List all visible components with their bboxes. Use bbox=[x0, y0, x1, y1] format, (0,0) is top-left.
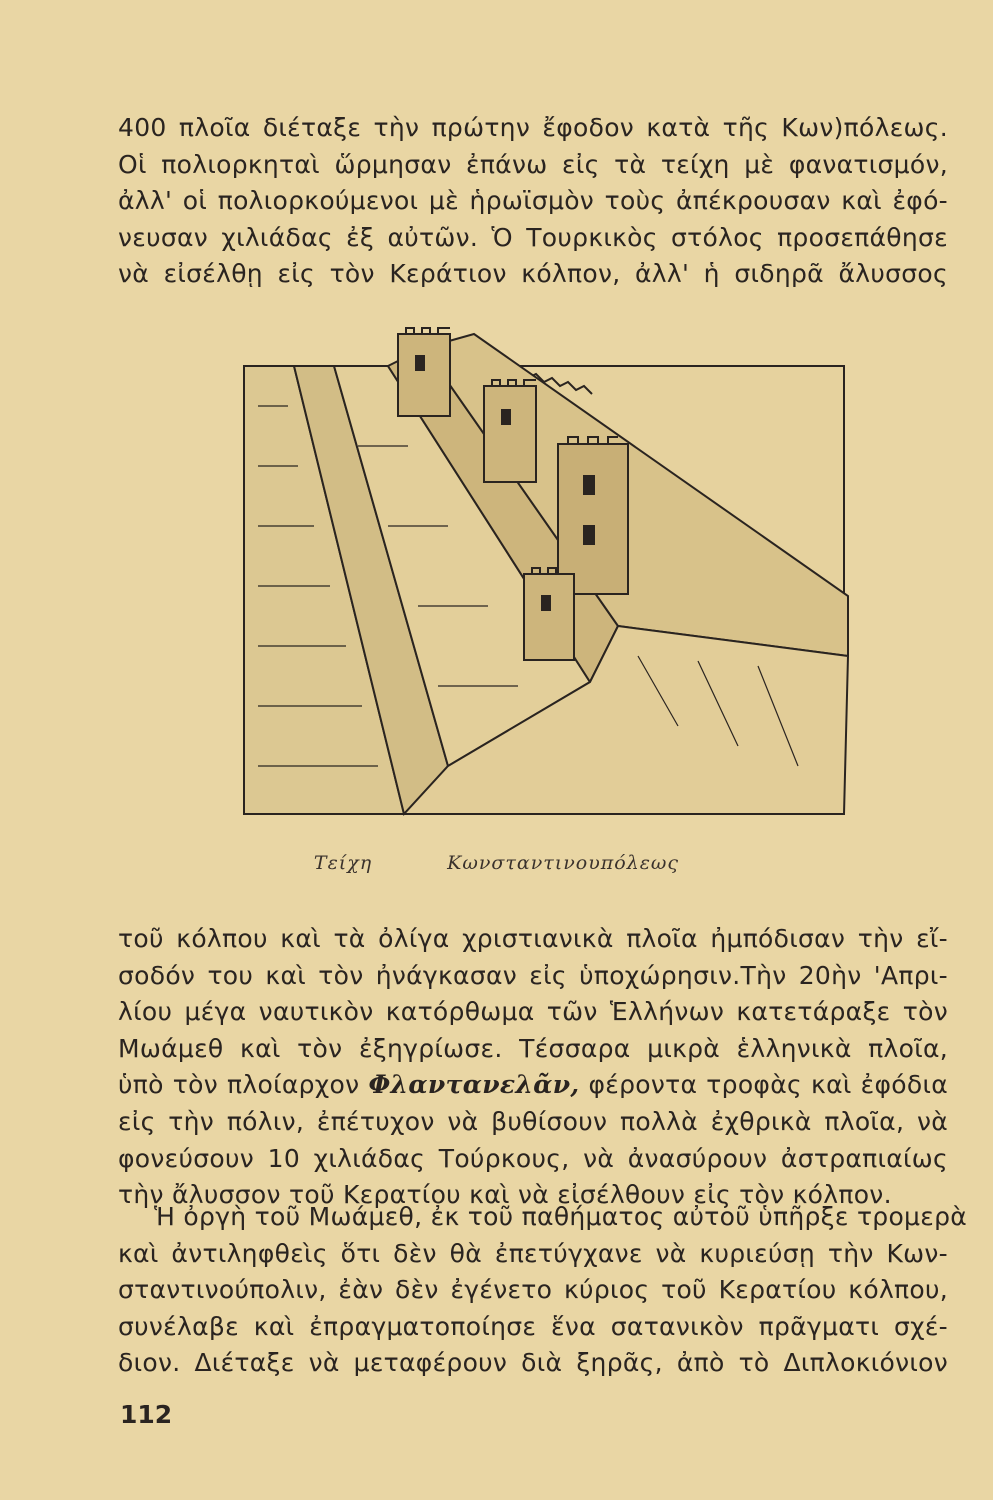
fortress-walls-illustration-icon bbox=[238, 326, 850, 820]
figure-caption bbox=[0, 852, 993, 874]
text-segment: ὑπὸ τὸν πλοίαρχον bbox=[118, 1070, 369, 1100]
text-line: νευσαν χιλιάδας ἐξ αὐτῶν. Ὁ Τουρκικὸς στόλος προσεπάθησε bbox=[118, 222, 948, 252]
text-line: φονεύσουν 10 χιλιάδας Τούρκους, νὰ ἀνασύρουν ἀστραπιαίως bbox=[118, 1143, 948, 1173]
text-line: ἀλλ' οἱ πολιορκούμενοι μὲ ἡρωϊσμὸν τοὺς ἀπέκρουσαν καὶ ἐφό- bbox=[118, 186, 948, 216]
text-line: λίου μέγα ναυτικὸν κατόρθωμα τῶν Ἑλλήνων κατετάραξε τὸν bbox=[118, 997, 948, 1027]
text-line bbox=[118, 1067, 948, 1104]
text-line: τὴν ἄλυσσον τοῦ Κερατίου καὶ νὰ εἰσέλθουν εἰς τὸν κόλπον. bbox=[118, 1180, 892, 1210]
caption-word-2: Κωνσταντινουπόλεως bbox=[447, 852, 680, 874]
text-line: συνέλαβε καὶ ἐπραγματοποίησε ἕνα σατανικὸν πρᾶγματι σχέ- bbox=[118, 1311, 948, 1341]
paragraph-middle bbox=[118, 921, 948, 1214]
captain-name: Φλαντανελᾶν, bbox=[368, 1070, 580, 1100]
text-line: διον. Διέταξε νὰ μεταφέρουν διὰ ξηρᾶς, ἀπὸ τὸ Διπλοκιόνιον bbox=[118, 1348, 948, 1378]
caption-word-1: Τείχη bbox=[313, 852, 373, 874]
text-line: νὰ εἰσέλθῃ εἰς τὸν Κεράτιον κόλπον, ἀλλ' ἡ σιδηρᾶ ἄλυσσος bbox=[118, 259, 948, 289]
text-line: τοῦ κόλπου καὶ τὰ ὀλίγα χριστιανικὰ πλοῖα ἠμπόδισαν τὴν εἴ- bbox=[118, 924, 948, 953]
paragraph-bottom bbox=[118, 1199, 968, 1382]
paragraph-top bbox=[118, 110, 948, 293]
text-line: Ἡ ὀργὴ τοῦ Μωάμεθ, ἐκ τοῦ παθήματος αὐτοῦ ὑπῆρξε τρομερὰ bbox=[154, 1202, 968, 1231]
text-line: εἰς τὴν πόλιν, ἐπέτυχον νὰ βυθίσουν πολλὰ ἐχθρικὰ πλοῖα, νὰ bbox=[118, 1106, 948, 1136]
text-line: καὶ ἀντιληφθεὶς ὅτι δὲν θὰ ἐπετύγχανε νὰ κυριεύσῃ τὴν Κων- bbox=[118, 1238, 948, 1268]
page-number: 112 bbox=[120, 1400, 173, 1429]
text-line: Μωάμεθ καὶ τὸν ἐξηγρίωσε. Τέσσαρα μικρὰ ἑλληνικὰ πλοῖα, bbox=[118, 1033, 948, 1063]
text-segment: φέροντα τροφὰς καὶ ἐφόδια bbox=[579, 1070, 949, 1100]
text-line: σοδόν του καὶ τὸν ἠνάγκασαν εἰς ὑποχώρησιν.Τὴν 20ὴν 'Απρι- bbox=[118, 960, 948, 990]
text-line: 400 πλοῖα διέταξε τὴν πρώτην ἔφοδον κατὰ τῆς Κων)πόλεως. bbox=[118, 113, 948, 142]
text-line: σταντινούπολιν, ἐὰν δὲν ἐγένετο κύριος τοῦ Κερατίου κόλπου, bbox=[118, 1275, 948, 1305]
text-line: Οἱ πολιορκηταὶ ὥρμησαν ἐπάνω εἰς τὰ τείχη μὲ φανατισμόν, bbox=[118, 149, 948, 179]
